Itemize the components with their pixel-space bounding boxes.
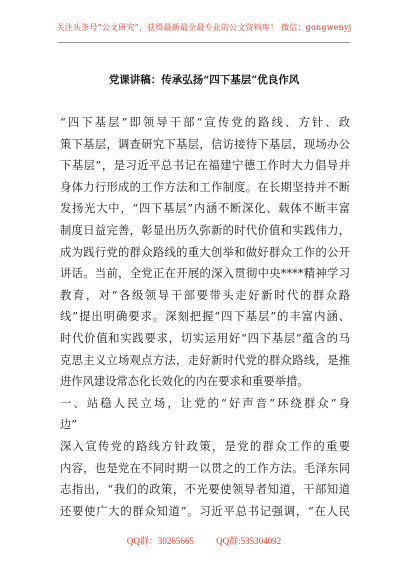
promo-header: 关注头条号“公文研究”，获得最新最全最专业的公文资料库！ 微信：gongwenyj	[56, 23, 352, 32]
section-heading-line: 一、站稳人民立场，让党的“好声音”环绕群众“身	[60, 396, 350, 410]
body-line: 成为践行党的群众路线的重大创举和做好群众工作的公开	[60, 245, 350, 259]
body-line: 发扬光大中，“四下基层”内涵不断深化、载体不断丰富	[60, 202, 350, 216]
body-line: 身体力行形成的工作方法和工作制度。在长期坚持并不断	[60, 180, 350, 194]
header-divider	[58, 42, 350, 43]
document-title: 党课讲稿：传承弘扬“四下基层”优良作风	[108, 74, 300, 86]
body-line: 还要使广大的群众知道”。习近平总书记强调，“在人民	[60, 504, 350, 518]
body-line: 线”提出明确要求。深刻把握“四下基层”的丰富内涵、	[60, 310, 350, 324]
qq-group-2: QQ群:535304092	[216, 536, 282, 546]
body-line: 时代价值和实践要求，切实运用好“四下基层”蕴含的马	[60, 331, 350, 345]
section-heading-line: 边”	[60, 418, 78, 432]
body-line: “四下基层”即领导干部“宣传党的路线、方针、政	[60, 116, 350, 129]
qq-group-1: QQ群：30265665	[126, 536, 194, 546]
body-line: 志指出，“我们的政策，不光要使领导者知道，干部知道	[60, 483, 350, 497]
promo-footer	[0, 534, 408, 547]
document-body	[60, 112, 350, 522]
body-line: 制度日益完善，彰显出历久弥新的时代价值和实践伟力，	[60, 223, 350, 237]
body-line: 讲话。当前，全党正在开展的深入贯彻中央****精神学习	[60, 267, 350, 281]
body-line: 进作风建设常态化长效化的内在要求和重要举措。	[60, 375, 309, 389]
body-line: 深入宣传党的路线方针政策，是党的群众工作的重要	[60, 439, 350, 453]
body-line: 下基层”，是习近平总书记在福建宁德工作时大力倡导并	[60, 159, 350, 173]
body-line: 克思主义立场观点方法，走好新时代党的群众路线，是推	[60, 353, 350, 367]
body-line: 内容，也是党在不同时期一以贯之的工作方法。毛泽东同	[60, 461, 350, 475]
body-line: 策下基层，调查研究下基层，信访接待下基层，现场办公	[60, 137, 350, 151]
body-line: 教育，对“各级领导干部要带头走好新时代的群众路	[60, 288, 350, 302]
